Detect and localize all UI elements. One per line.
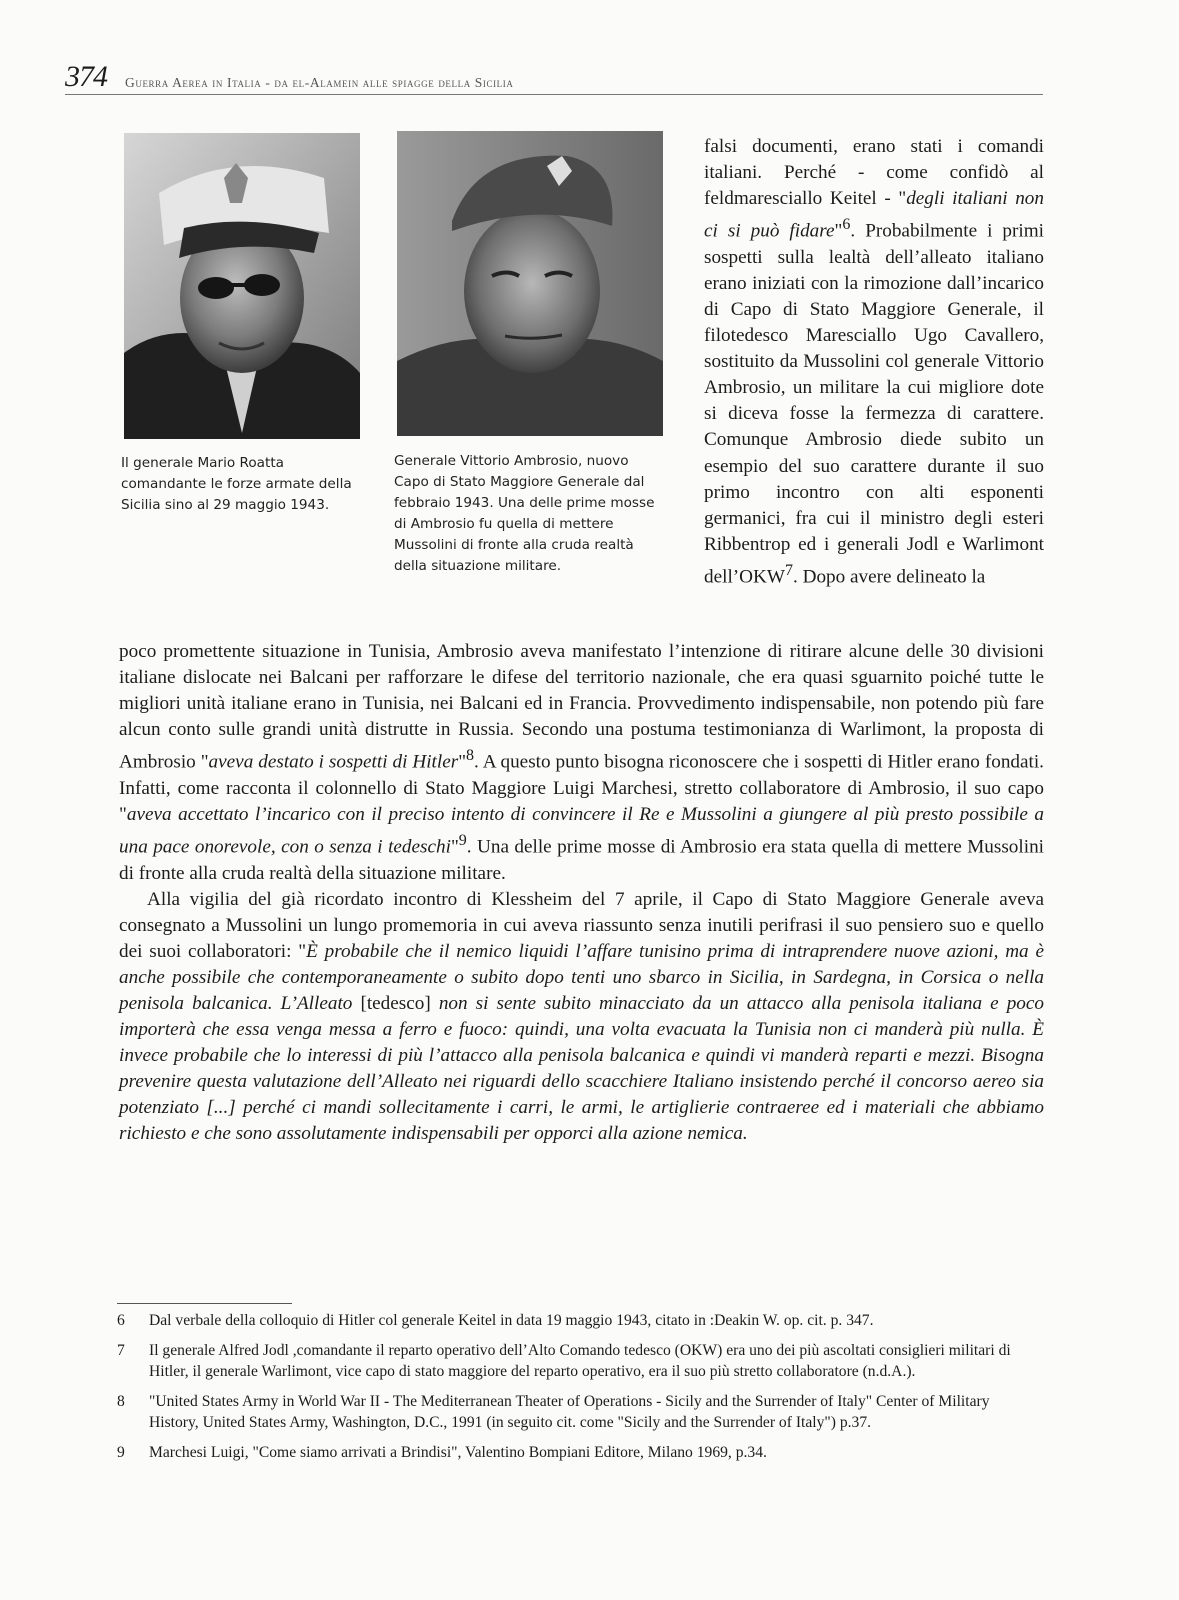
portrait-roatta-image <box>124 133 360 439</box>
footnote <box>117 1391 1037 1434</box>
text-run: . Dopo avere delineato la <box>793 566 986 588</box>
running-title: Guerra Aerea in Italia - da el-Alamein alle spiagge della Sicilia <box>125 75 514 90</box>
footnote-ref-9: 9 <box>458 832 467 850</box>
paragraph-2 <box>119 887 1044 1148</box>
text-run: falsi documenti, erano stati i comandi italiani. Perché - come confidò al feldmaresciallo Keitel - " <box>704 136 1044 210</box>
quotation: aveva destato i sospetti di Hitler <box>208 751 459 773</box>
footnote-number: 9 <box>117 1443 125 1461</box>
text-run: poco promettente situazione in Tunisia, Ambrosio aveva manifestato l’intenzione di ritirare alcune delle 30 divisioni italiane dislocate nei Balcani per rafforzare le difese del territorio nazionale, che era quasi sguarnito poiché tutte le migliori unità italiane erano in Tunisia, nei Balcani ed in Francia. Provvedimento indispensabile, non potendo più fare alcun conto sulle grandi unità distrutte in Russia. Secondo una postuma testimonianza di Warlimont, la proposta di Ambrosio " <box>119 641 1044 773</box>
footnote-ref-8: 8 <box>466 747 475 765</box>
body-text-full <box>119 639 1044 1148</box>
quotation: non si sente subito minacciato da un attacco alla penisola italiana e poco importerà che essa venga messa a ferro e fuoco: quindi, una volta evacuata la Tunisia non ci manderà più nulla. È invece probabile che lo interessi di più l’attacco alla penisola balcanica e quindi vi manderà reparti e mezzi. Bisogna prevenire questa valutazione dell’Alleato nei riguardi dello scacchiere Italiano insistendo perché il concorso aereo sia potenziato [...] perché ci mandi sollecitamente i carri, le armi, le artiglierie contraeree ed i materiali che abbiamo richiesto e che sono assolutamente indispensabili per opporci alla azione nemica. <box>119 993 1044 1145</box>
photo-ambrosio <box>397 131 663 436</box>
quotation: È probabile che il nemico liquidi l’affare tunisino prima di intraprendere nuove azioni, ma è anche possibile che contemporaneamente o subito dopo tenti uno sbarco in Sicilia, in Sardegna, in Corsica o nella penisola balcanica. L’Alleato <box>119 940 1044 1014</box>
column-paragraph: falsi documenti, erano stati i comandi italiani. Perché - come confidò al feldmaresciallo Keitel - "degli italiani non ci si può fidare"$^6$. Probabilmente i primi sospetti sulla lealtà dell’alleato italiano erano iniziati con la rimozione dall’incarico di Capo di Stato Maggiore Generale, il filotedesco Maresciallo Ugo Cavallero, sostituito da Mussolini col generale Vittorio Ambrosio, un militare la cui migliore dote si diceva fosse la fermezza di carattere. Comunque Ambrosio diede subito un esempio del suo carattere durante il suo primo incontro con alti esponenti germanici, fra cui il ministro degli esteri Ribbentrop ed i generali Jodl e Warlimont dell’OKW$^7$. Dopo avere delineato la <box>704 136 1044 588</box>
footnote-text: Marchesi Luigi, "Come siamo arrivati a Brindisi", Valentino Bompiani Editore, Milano 1969, p.34. <box>149 1443 767 1461</box>
page-header <box>65 58 1043 95</box>
footnote <box>117 1442 1037 1464</box>
footnote-number: 6 <box>117 1312 125 1329</box>
footnote-ref-7: 7 <box>785 561 793 579</box>
paragraph-1: poco promettente situazione in Tunisia, Ambrosio aveva manifestato l’intenzione di ritirare alcune delle 30 divisioni italiane dislocate nei Balcani per rafforzare le difese del territorio nazionale, che era quasi sguarnito poiché tutte le migliori unità italiane erano in Tunisia, nei Balcani ed in Francia. Provvedimento indispensabile, non potendo più fare alcun conto sulle grandi unità distrutte in Russia. Secondo una postuma testimonianza di Warlimont, la proposta di Ambrosio "aveva destato i sospetti di Hitler"$^8$. A questo punto bisogna riconoscere che i sospetti di Hitler erano fondati. Infatti, come racconta il colonnello di Stato Maggiore Luigi Marchesi, stretto collaboratore di Ambrosio, il suo capo "aveva accettato l’incarico con il preciso intento di convincere il Re e Mussolini a giungere al più presto possibile a una pace onorevole, con o senza i tedeschi"$^9$. Una delle prime mosse di Ambrosio era stata quella di mettere Mussolini di fronte alla cruda realtà della situazione militare. <box>119 641 1044 884</box>
text-run: . Una delle prime mosse di Ambrosio era stata quella di mettere Mussolini di fronte alla cruda realtà della situazione militare. <box>119 836 1044 884</box>
footnote-divider <box>117 1303 292 1304</box>
body-text-column <box>704 134 1044 590</box>
footnote-number: 8 <box>117 1392 125 1410</box>
footnote-text: Il generale Alfred Jodl ,comandante il reparto operativo dell’Alto Comando tedesco (OKW) era uno dei più ascoltati consiglieri militari di Hitler, il generale Warlimont, vice capo di stato maggiore del reparto operativo, era il suo più stretto collaboratore (n.d.A.). <box>149 1341 1011 1380</box>
text-run: Alla vigilia del già ricordato incontro di Klessheim del 7 aprile, il Capo di Stato Maggiore Generale aveva consegnato a Mussolini un lungo promemoria in cui aveva riassunto senza inutili perifrasi il suo pensiero suo e quello dei suoi collaboratori: " <box>119 888 1044 962</box>
text-run: [tedesco] <box>352 993 439 1014</box>
footnote-number: 7 <box>117 1341 125 1359</box>
footnote-text: "United States Army in World War II - The Mediterranean Theater of Operations - Sicily and the Surrender of Italy" Center of Military History, United States Army, Washington, D.C., 1991 (in seguito cit. come "Sicily and the Surrender of Italy") p.37. <box>149 1392 990 1431</box>
quotation: aveva accettato l’incarico con il preciso intento di convincere il Re e Mussolini a giungere al più presto possibile a una pace onorevole, con o senza i tedeschi <box>119 803 1044 858</box>
footnotes <box>117 1310 1037 1471</box>
text-run: . Probabilmente i primi sospetti sulla lealtà dell’alleato italiano erano iniziati con la rimozione dall’incarico di Capo di Stato Maggiore Generale, il filotedesco Maresciallo Ugo Cavallero, sostituito da Mussolini col generale Vittorio Ambrosio, un militare la cui migliore dote si diceva fosse la fermezza di carattere. Comunque Ambrosio diede subito un esempio del suo carattere durante il suo primo incontro con alti esponenti germanici, fra cui il ministro degli esteri Ribbentrop ed i generali Jodl e Warlimont dell’OKW <box>704 220 1044 588</box>
caption-roatta: Il generale Mario Roatta comandante le forze armate della Sicilia sino al 29 maggio 1943. <box>121 455 352 513</box>
page-number: 374 <box>65 60 107 93</box>
text-run: . A questo punto bisogna riconoscere che i sospetti di Hitler erano fondati. Infatti, come racconta il colonnello di Stato Maggiore Luigi Marchesi, stretto collaboratore di Ambrosio, il suo capo " <box>119 751 1044 825</box>
footnote <box>117 1340 1037 1383</box>
footnote <box>117 1310 1037 1332</box>
quotation: degli italiani non ci si può fidare <box>704 188 1044 242</box>
caption-ambrosio: Generale Vittorio Ambrosio, nuovo Capo di Stato Maggiore Generale dal febbraio 1943. Una delle prime mosse di Ambrosio fu quella di mettere Mussolini di fronte alla cruda realtà della situazione militare. <box>394 453 655 574</box>
footnote-text: Dal verbale della colloquio di Hitler col generale Keitel in data 19 maggio 1943, citato in :Deakin W. op. cit. p. 347. <box>149 1312 874 1329</box>
portrait-ambrosio-image <box>397 131 663 436</box>
footnote-ref-6: 6 <box>842 216 851 234</box>
photo-roatta <box>124 133 360 439</box>
